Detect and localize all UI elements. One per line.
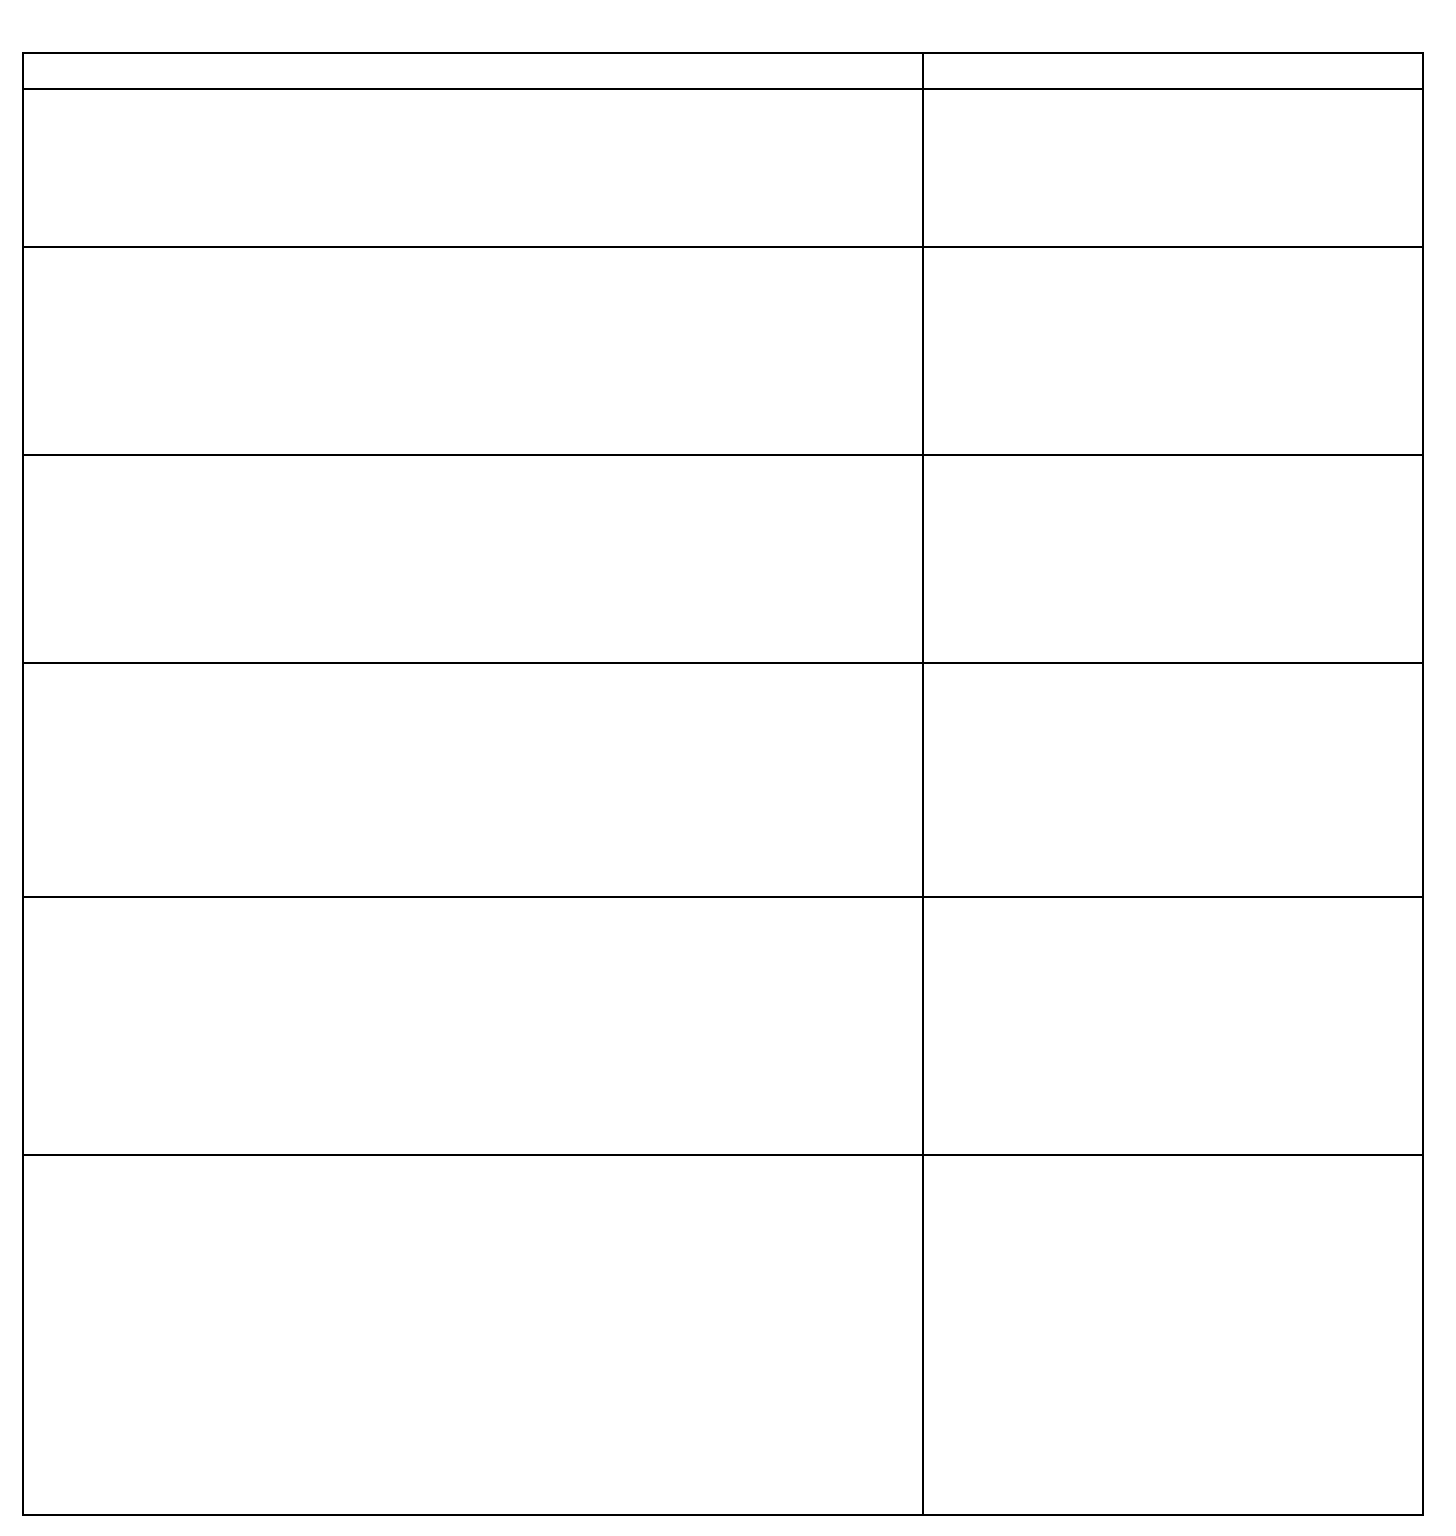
row-separator <box>24 662 1422 664</box>
row-separator <box>24 896 1422 898</box>
row-separator <box>24 454 1422 456</box>
row-separator <box>24 1154 1422 1156</box>
table-header <box>24 54 1422 90</box>
column-divider <box>922 54 924 1514</box>
row-separator <box>24 246 1422 248</box>
column-header-result <box>924 54 1422 88</box>
pinpoint-test-table <box>22 52 1424 1516</box>
column-header-test-step <box>24 54 922 88</box>
